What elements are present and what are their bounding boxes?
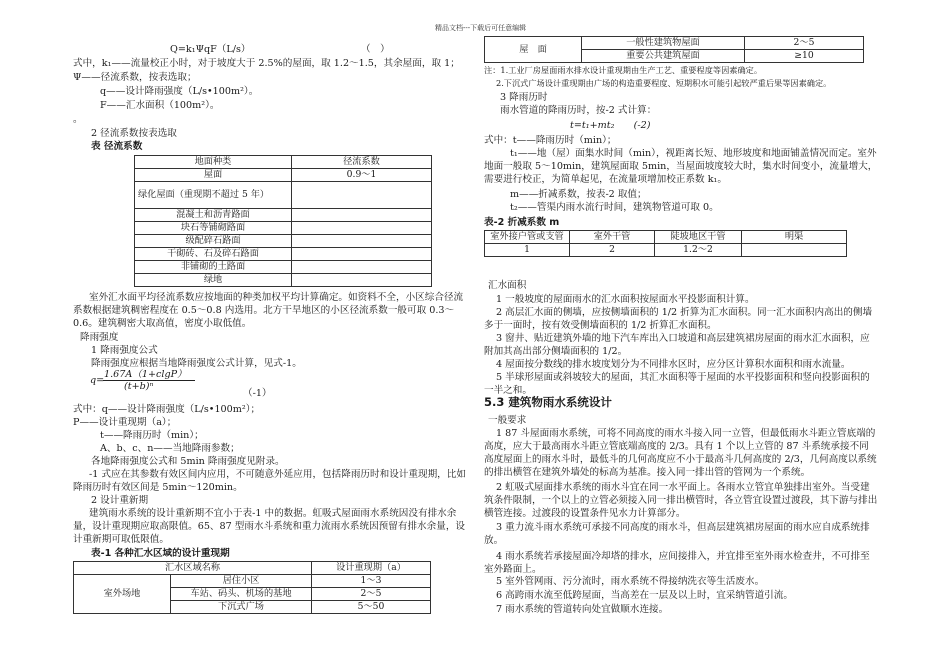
section-runoff-title: 2 径流系数按表选取	[91, 128, 177, 139]
definition2-P: P——设计重现期（a）；	[73, 417, 177, 428]
runoff-table-title: 表 径流系数	[91, 141, 143, 152]
definition2-params: A、b、c、n——当地降雨参数；	[100, 443, 240, 454]
table-row	[135, 169, 432, 182]
table-header-cell: 径流系数	[292, 156, 432, 169]
table-group-cell: 室外场地	[74, 575, 171, 614]
table-header-cell: 地面种类	[135, 156, 292, 169]
table-row	[485, 37, 864, 50]
table-cell: 0.9～1	[292, 169, 432, 182]
definition-q: q——设计降雨强度（L/s•100m²）。	[100, 86, 259, 97]
table-cell: 5～50	[312, 601, 431, 614]
table-cell: 级配碎石路面	[135, 235, 292, 248]
section-5-3-heading: 5.3 建筑物雨水系统设计	[484, 395, 612, 409]
requirement-4: 4 雨水系统若承接屋面冷却塔的排水，应间接排入，并宜排至室外雨水检查井，不可排至室外路面上。	[484, 551, 870, 575]
note-1: 注：1.工业厂房屋面雨水排水设计重现期由生产工艺、重要程度等因素确定。	[484, 65, 763, 75]
period-paragraph: 建筑雨水系统的设计重新期不宜小于表-1 中的数据。虹吸式屋面雨水系统因没有排水余量，设计重现期应取高限值。65、87 型雨水斗系统和重力流雨水系统因预留有排水余量，设计重新期可取低限值。	[73, 508, 466, 545]
catchment-item-1: 1 一般坡度的屋面雨水的汇水面积按屋面水平投影面积计算。	[496, 294, 755, 305]
catchment-item-2: 2 高层汇水面的侧墙，应按侧墙面积的 1/2 折算为汇水面积。同一汇水面积内高出的侧墙多于一面时，按有效受侧墙面积的 1/2 折算汇水面积。	[484, 307, 873, 331]
table-row	[135, 235, 432, 248]
fraction-numerator: 1.67A（1+clgP）	[104, 369, 187, 380]
table-row	[74, 562, 431, 575]
table-cell	[292, 274, 432, 287]
table-header-cell: 陡坡地区干管	[655, 231, 742, 244]
range-paragraph: -1 式应在其参数有效区间内应用，不可随意外延应用，包括降雨历时和设计重现期，比如降雨历时有效区间是 5min～120min。	[73, 469, 466, 493]
formula-number: （ ）	[361, 44, 390, 55]
table-cell: 屋面	[135, 169, 292, 182]
table-cell: 2～5	[312, 588, 431, 601]
table-row	[135, 209, 432, 222]
table-header-cell: 汇水区域名称	[74, 562, 312, 575]
table-cell	[292, 209, 432, 222]
definition-F: F——汇水面积（100m²）。	[100, 100, 220, 111]
table-cell: 一般性建筑物屋面	[582, 37, 745, 50]
table-header-cell: 明渠	[742, 231, 847, 244]
table-cell: 干砌砖、石及碎石路面	[135, 248, 292, 261]
stray-dot: 。	[73, 114, 83, 125]
subsection-formula-text: 降雨强度应根据当地降雨强度公式计算，见式-1。	[91, 358, 302, 369]
catchment-title: 汇水面积	[488, 280, 527, 291]
table-row	[135, 261, 432, 274]
runoff-table	[134, 155, 432, 287]
table-row	[135, 182, 432, 209]
table-cell: 2～5	[745, 37, 864, 50]
requirement-1: 1 87 斗屋面雨水系统，可将不同高度的雨水斗接入同一立管，但最低雨水斗距立管底端的高度，应大于最高雨水斗距立管底端高度的 2/3。具有 1 个以上立管的 87 斗系统承接不同高度屋面上的雨水斗时，最低斗的几何高度应不小于最高斗几何高度的 2/3，几何高度以系统的排出横管在建筑外墙处的标高为基准。接入同一排出管的管网为一个系统。	[484, 428, 877, 478]
definition2-q: 式中：q——设计降雨强度（L/s•100m²）；	[73, 404, 261, 415]
fraction-lhs: q=	[90, 375, 105, 386]
period-table-title: 表-1 各种汇水区域的设计重现期	[91, 548, 230, 559]
table-row	[135, 222, 432, 235]
definition2-note: 各地降雨强度公式和 5min 降雨强度见附录。	[91, 456, 285, 467]
table-cell: 绿化屋面（重现期不超过 5 年）	[135, 182, 292, 209]
requirement-5: 5 室外管网雨、污分流时，雨水系统不得接纳洗衣等生活废水。	[496, 576, 765, 587]
table-cell: 车站、码头、机场的基地	[171, 588, 312, 601]
table-cell: 块石等铺砌路面	[135, 222, 292, 235]
requirement-6: 6 高跨雨水流至低跨屋面，当高差在一层及以上时，宜采纳管道引流。	[496, 590, 793, 601]
note-2: 2.下沉式广场设计重现期由广场的构造重要程度、短期积水可能引起较严重后果等因素确定。	[496, 78, 832, 88]
table-cell: 非铺砌的土路面	[135, 261, 292, 274]
table-cell	[292, 235, 432, 248]
table-cell: ≥10	[745, 50, 864, 63]
fraction-denominator: (t+b)ⁿ	[124, 381, 154, 392]
table-row	[485, 244, 847, 257]
table-cell: 1.2～2	[655, 244, 742, 257]
table-cell	[292, 248, 432, 261]
requirement-3: 3 重力流斗雨水系统可承接不同高度的雨水斗，但高层建筑裙房屋面的雨水应自成系统排放。	[484, 522, 870, 546]
definition3-t: 式中：t——降雨历时（min）；	[484, 135, 617, 146]
table-row	[485, 231, 847, 244]
table-cell	[292, 261, 432, 274]
runoff-paragraph: 室外汇水面平均径流系数应按地面的种类加权平均计算确定。如资料不全，小区综合径流系数根据建筑稠密程度在 0.5～0.8 内选用。北方干旱地区的小区径流系数一般可取 0.3～0.6。建筑稠密大取高值，密度小取低值。	[73, 292, 464, 329]
table-cell: 1～3	[312, 575, 431, 588]
m-factor-table	[484, 230, 847, 257]
table-group-cell: 屋 面	[485, 37, 582, 63]
catchment-item-5: 5 半球形屋面或斜坡较大的屋面，其汇水面积等于屋面的水平投影面积和竖向投影面积的一半之和。	[484, 372, 870, 396]
main-formula: Q=k₁ΨqF（L/s）	[170, 44, 251, 55]
fraction-number: （-1）	[243, 388, 272, 399]
subsection-period: 2 设计重新期	[91, 495, 149, 506]
definition-psi: Ψ——径流系数，按表选取；	[73, 72, 197, 83]
table-cell: 2	[570, 244, 655, 257]
table-header-cell: 设计重现期（a）	[312, 562, 431, 575]
definition2-t: t——降雨历时（min）；	[100, 430, 204, 441]
period-table	[73, 561, 431, 614]
general-requirements-title: 一般要求	[488, 415, 527, 426]
definition3-t1: t₁——地（屋）面集水时间（min），视距离长短、地形坡度和地面铺盖情况而定。室外地面一般取 5～10min，建筑屋面取 5min，当屋面坡度较大时，集水时间变小，流量增大，需要进行校正，为简单起见，在流量项增加校正系数 k₁。	[484, 148, 878, 185]
definition3-m: m——折减系数，按表-2 取值；	[510, 189, 647, 200]
definition-k1: 式中，k₁——流量校正小时，对于坡度大于 2.5%的屋面，取 1.2～1.5，其余屋面，取 1；	[73, 58, 460, 69]
definition3-t2: t₂——管渠内雨水流行时间，建筑物管道可取 0。	[510, 202, 719, 213]
catchment-item-4: 4 屋面按分数线的排水坡度划分为不同排水区时，应分区计算积水面积和雨水流量。	[496, 359, 851, 370]
table-cell: 居住小区	[171, 575, 312, 588]
roof-period-table	[484, 36, 864, 63]
table-cell	[742, 244, 847, 257]
duration-formula: t=t₁+mt₂ (-2)	[570, 120, 651, 131]
table-row	[135, 156, 432, 169]
table-cell: 混凝土和沥青路面	[135, 209, 292, 222]
rain-intensity-title: 降雨强度	[80, 332, 119, 343]
table-row	[74, 575, 431, 588]
table-header-cell: 室外干管	[570, 231, 655, 244]
table-cell: 1	[485, 244, 570, 257]
m-table-title: 表-2 折减系数 m	[484, 217, 560, 228]
catchment-item-3: 3 窗井、贴近建筑外墙的地下汽车库出入口坡道和高层建筑裙房屋面的雨水汇水面积，应附加其高出部分侧墙面积的 1/2。	[484, 333, 870, 357]
requirement-2: 2 虹吸式屋面排水系统的雨水斗宜在同一水平面上。各雨水立管宜单独排出室外。当受建筑条件限制，一个以上的立管必须接入同一排出横管时，各立管宜设置过渡段，其下游与排出横管连接。过渡段的设置条件见水力计算部分。	[484, 482, 878, 519]
table-row	[135, 248, 432, 261]
table-cell	[292, 222, 432, 235]
table-cell: 绿地	[135, 274, 292, 287]
table-cell: 下沉式广场	[171, 601, 312, 614]
subsection-duration: 3 降雨历时	[500, 92, 548, 103]
table-cell: 重要公共建筑屋面	[582, 50, 745, 63]
table-cell	[292, 182, 432, 209]
requirement-7: 7 雨水系统的管道转向处宜做顺水连接。	[496, 604, 669, 615]
subsection-formula: 1 降雨强度公式	[91, 345, 158, 356]
page-header: 精品文档---下载后可任意编辑	[435, 24, 527, 32]
table-header-cell: 室外接户管或支管	[485, 231, 570, 244]
subsection-duration-text: 雨水管道的降雨历时，按-2 式计算：	[500, 105, 657, 116]
table-row	[135, 274, 432, 287]
